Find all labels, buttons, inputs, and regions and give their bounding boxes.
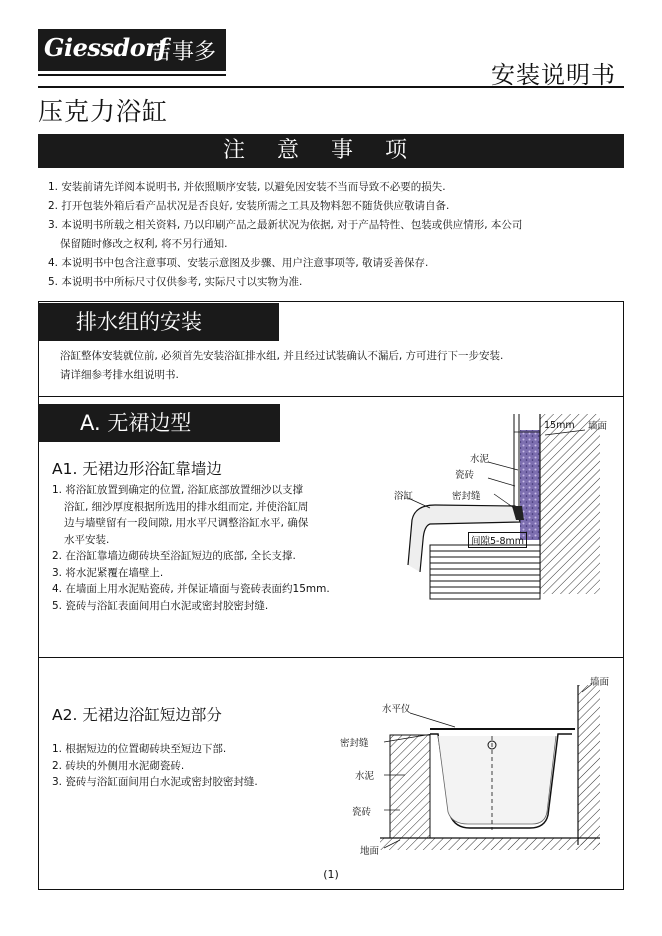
a2-step: 2. 砖块的外侧用水泥砌瓷砖.: [52, 759, 185, 772]
a1-step: 边与墙壁留有一段间隙, 用水平尺调整浴缸水平, 确保: [64, 517, 309, 529]
product-title: 压克力浴缸: [38, 97, 169, 126]
drain-section-heading: 排水组的安装: [38, 303, 279, 341]
a2-step: 3. 瓷砖与浴缸面间用白水泥或密封胶密封缝.: [52, 776, 258, 788]
brand-chinese-name: 吉事多: [150, 40, 217, 65]
a1-label-gap-top: 15mm: [544, 420, 575, 431]
a1-step: 3. 将水泥紧覆在墙壁上.: [52, 566, 164, 579]
a2-wall-hatch: [578, 685, 600, 845]
a2-title: A2. 无裙边浴缸短边部分: [52, 706, 222, 724]
a2-label-cement: 水泥: [355, 771, 375, 782]
notice-item: 2. 打开包装外箱后看产品状况是否良好, 安装所需之工具及物料恕不随货供应敬请自备.: [48, 200, 450, 212]
drain-line: 请详细参考排水组说明书.: [60, 369, 179, 381]
drain-line: 浴缸整体安装就位前, 必须首先安装浴缸排水组, 并且经过试装确认不漏后, 方可进行下一步安装.: [60, 350, 504, 362]
a2-label-level: 水平仪: [382, 704, 411, 715]
a1-label-wall: 墙面: [588, 421, 608, 432]
a2-floor-hatch: [380, 838, 600, 850]
notice-item: 3. 本说明书所载之相关资料, 乃以印刷产品之最新状况为依据, 对于产品特性、包装或供应情形, 本公司: [48, 219, 523, 231]
section-a-heading: A. 无裙边型: [38, 404, 280, 442]
a1-step: 4. 在墙面上用水泥贴瓷砖, 并保证墙面与瓷砖表面约15mm.: [52, 583, 330, 595]
a1-step: 水平安装.: [64, 533, 110, 546]
a2-label-tile: 瓷砖: [352, 807, 372, 818]
notice-item: 1. 安装前请先详阅本说明书, 并依照顺序安装, 以避免因安装不当而导致不必要的损失.: [48, 181, 446, 193]
a2-leader: [410, 713, 455, 727]
doc-title: 安装说明书: [491, 61, 616, 89]
a2-label-seal: 密封缝: [340, 738, 369, 749]
a1-label-tile: 瓷砖: [455, 470, 475, 481]
a2-left-bricks: [390, 735, 430, 838]
notice-item: 5. 本说明书中所标尺寸仅供参考, 实际尺寸以实物为准.: [48, 276, 303, 288]
a1-label-seal: 密封缝: [452, 491, 481, 502]
a2-label-wall: 墙面: [590, 677, 610, 688]
a1-step: 2. 在浴缸靠墙边砌砖块至浴缸短边的底部, 全长支撑.: [52, 550, 296, 562]
notice-item: 保留随时修改之权利, 将不另行通知.: [60, 238, 228, 250]
notice-heading: 注意事项: [38, 134, 624, 168]
brand-script-name: Giessdorf: [44, 33, 168, 62]
a1-title: A1. 无裙边形浴缸靠墙边: [52, 460, 222, 478]
a1-step: 浴缸, 细沙厚度根据所选用的排水组而定, 并使浴缸周: [64, 500, 309, 513]
a1-step: 5. 瓷砖与浴缸表面间用白水泥或密封胶密封缝.: [52, 599, 269, 612]
a1-label-cement: 水泥: [470, 454, 490, 465]
a1-label-tub: 浴缸: [394, 491, 414, 502]
a1-label-gap: 间隙5-8mm: [468, 532, 527, 548]
a2-tub-inner: [438, 736, 556, 824]
page-number: (1): [323, 868, 339, 881]
a2-label-floor: 地面: [360, 846, 380, 857]
a1-step: 1. 将浴缸放置到确定的位置, 浴缸底部放置细沙以支撑: [52, 484, 304, 496]
a2-step: 1. 根据短边的位置砌砖块至短边下部.: [52, 743, 227, 755]
notice-item: 4. 本说明书中包含注意事项、安装示意图及步骤、用户注意事项等, 敬请妥善保存.: [48, 257, 429, 269]
